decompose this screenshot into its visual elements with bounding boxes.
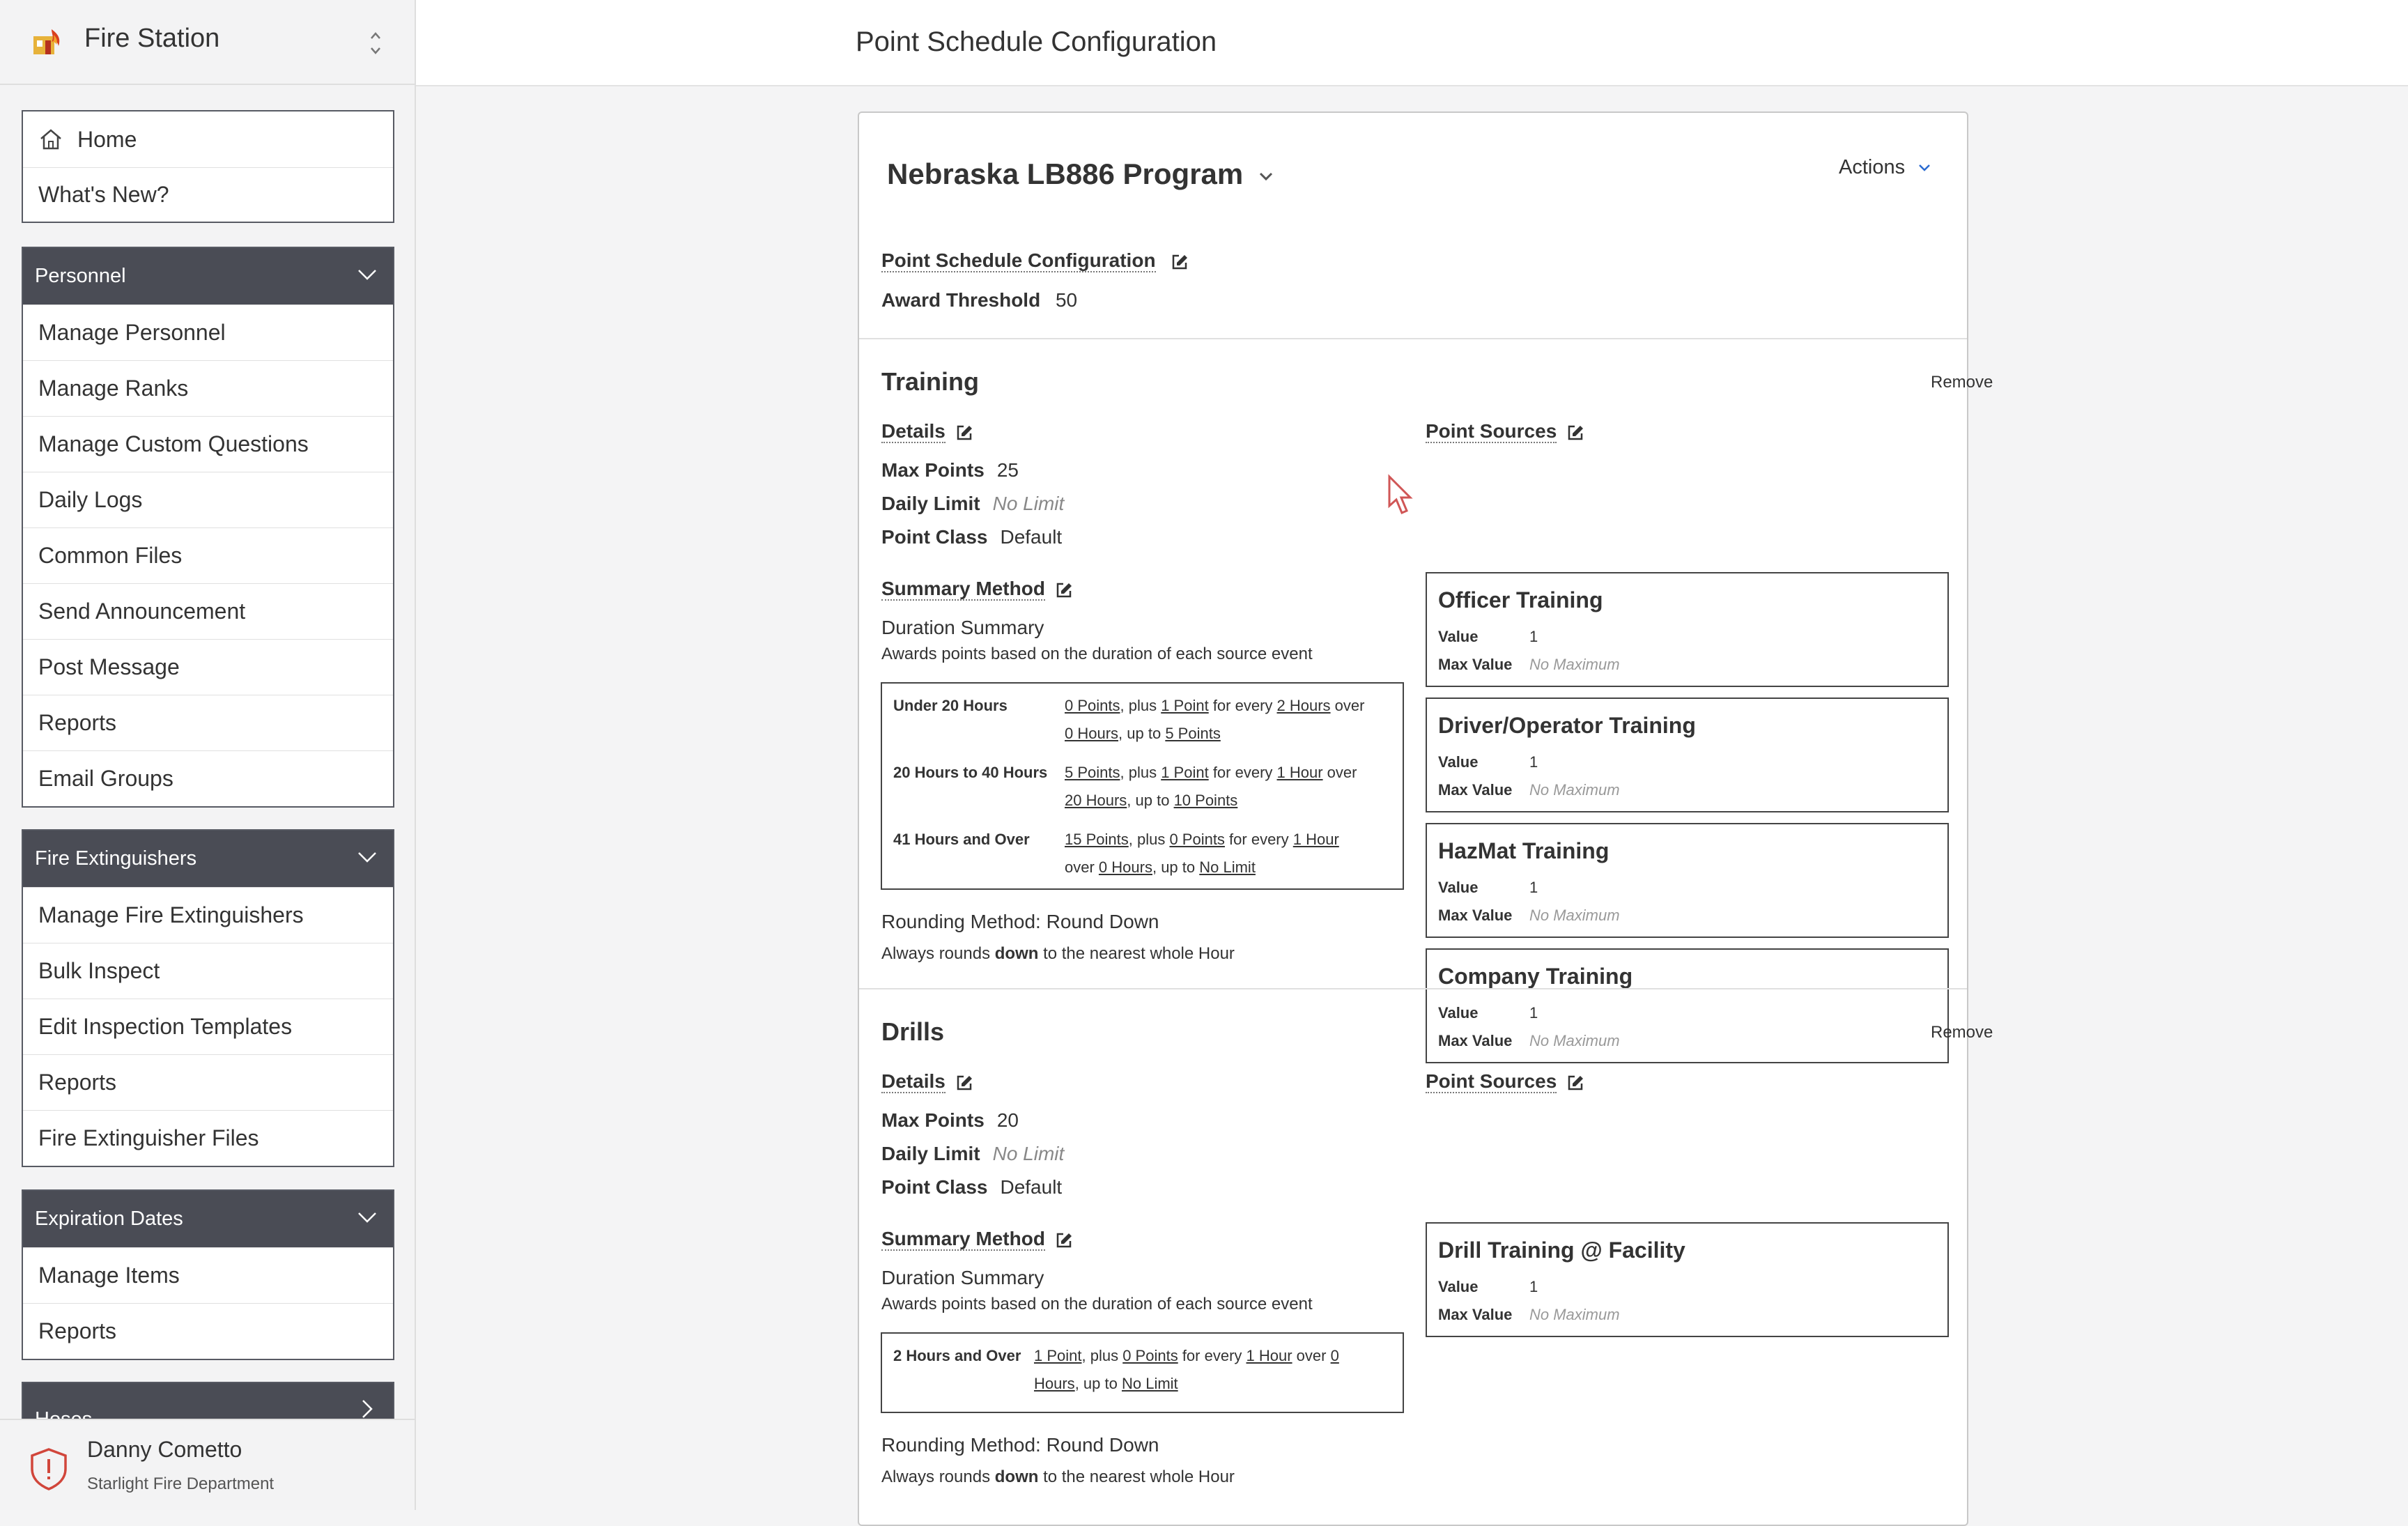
sidebar-item-label: Email Groups — [38, 766, 173, 791]
point-sources-heading — [1426, 420, 1584, 442]
sidebar-item-label: Send Announcement — [38, 599, 246, 624]
tier-value-link[interactable]: 1 Point — [1034, 1347, 1082, 1364]
tier-rule-line — [1065, 692, 1364, 720]
summary-method-link[interactable]: Summary Method — [881, 1228, 1045, 1249]
tier-value-link[interactable]: 0 Points — [1065, 697, 1120, 714]
section-header-label: Expiration Dates — [35, 1208, 183, 1230]
page-header — [416, 0, 2408, 86]
section-header-label: Fire Extinguishers — [35, 847, 197, 870]
detail-row — [881, 1176, 1062, 1199]
detail-row — [881, 526, 1062, 548]
summary-method-heading — [881, 1228, 1073, 1250]
tier-text: for every — [1208, 764, 1277, 781]
rounding-desc-bold: down — [994, 1467, 1039, 1486]
sidebar-item-personnel-3[interactable] — [23, 472, 393, 527]
point-source-name: Driver/Operator Training — [1438, 713, 1696, 738]
tier-text: for every — [1208, 697, 1277, 714]
sidebar-item-label: Manage Personnel — [38, 320, 226, 345]
value-label: Value — [1438, 879, 1479, 896]
tier-text: , plus — [1120, 764, 1161, 781]
detail-value: No Limit — [992, 1143, 1065, 1164]
rounding-desc-post: to the nearest whole Hour — [1038, 944, 1235, 963]
fire-extinguishers-section — [22, 829, 394, 1167]
max-value-label: Max Value — [1438, 656, 1513, 673]
edit-icon[interactable] — [1171, 253, 1189, 271]
tier-value-link[interactable]: 1 Hour — [1276, 764, 1323, 781]
tier-rule-line — [1065, 826, 1339, 854]
value-label: Value — [1438, 1278, 1479, 1295]
point-source-card[interactable] — [1426, 948, 1949, 1063]
point-sources-link[interactable]: Point Sources — [1426, 420, 1557, 442]
hoses-section — [22, 1382, 394, 1419]
chevron-down-icon — [357, 850, 378, 864]
rounding-desc-post: to the nearest whole Hour — [1038, 1467, 1235, 1486]
tier-value-link[interactable]: 10 Points — [1173, 792, 1238, 809]
tier-value-link[interactable]: 2 Hours — [1276, 697, 1331, 714]
detail-label: Max Points — [881, 1109, 985, 1131]
tier-rule-line — [1065, 720, 1221, 748]
sidebar-item-extinguishers-4[interactable] — [23, 1110, 393, 1166]
detail-value: 25 — [996, 459, 1019, 481]
tier-text: over — [1065, 858, 1099, 876]
expiration-dates-section-header[interactable] — [23, 1191, 393, 1247]
personnel-section — [22, 247, 394, 808]
detail-label: Daily Limit — [881, 1143, 980, 1164]
point-source-name: Officer Training — [1438, 587, 1603, 612]
sidebar-item-personnel-0[interactable] — [23, 305, 393, 360]
sidebar-item-label: Daily Logs — [38, 487, 143, 512]
main-nav — [22, 110, 394, 223]
details-link[interactable]: Details — [881, 420, 946, 442]
value-label: Value — [1438, 753, 1479, 771]
tier-value-link[interactable]: 15 Points — [1065, 831, 1129, 848]
max-value-label: Max Value — [1438, 1306, 1513, 1323]
rounding-desc-pre: Always rounds — [881, 944, 995, 963]
tier-value-link[interactable]: 1 Hour — [1246, 1347, 1292, 1364]
details-link[interactable]: Details — [881, 1070, 946, 1092]
max-value-label: Max Value — [1438, 1032, 1513, 1049]
detail-value: Default — [1000, 526, 1063, 548]
tier-text: for every — [1224, 831, 1293, 848]
detail-label: Daily Limit — [881, 493, 980, 514]
summary-tiers-table — [881, 1332, 1404, 1413]
point-source-card[interactable] — [1426, 823, 1949, 938]
tier-value-link[interactable]: 0 — [1330, 1347, 1339, 1364]
tier-label: 20 Hours to 40 Hours — [893, 764, 1048, 781]
tier-value-link[interactable]: 5 Points — [1065, 764, 1120, 781]
detail-row — [881, 493, 1064, 515]
personnel-section-header[interactable] — [23, 248, 393, 305]
point-source-max-value: No Maximum — [1529, 1306, 1620, 1323]
point-source-card[interactable] — [1426, 1222, 1949, 1337]
point-source-value: 1 — [1529, 879, 1538, 896]
sidebar-item-label: Post Message — [38, 654, 180, 679]
award-threshold-label: Award Threshold — [881, 289, 1041, 311]
sidebar-item-home[interactable] — [23, 111, 393, 167]
edit-icon[interactable] — [955, 1074, 973, 1092]
point-source-max-value: No Maximum — [1529, 1032, 1620, 1049]
sidebar-item-personnel-6[interactable] — [23, 639, 393, 695]
sidebar-item-label: Reports — [38, 710, 117, 735]
rounding-desc-bold: down — [994, 944, 1039, 963]
tier-value-link[interactable]: 5 Points — [1165, 725, 1221, 742]
point-source-card[interactable] — [1426, 572, 1949, 687]
point-schedule-config-heading — [881, 249, 1189, 272]
tier-text: over — [1322, 764, 1357, 781]
tier-value-link[interactable]: 1 Hour — [1292, 831, 1339, 848]
tier-text: , up to — [1127, 792, 1174, 809]
sidebar-item-label: Bulk Inspect — [38, 958, 160, 983]
sidebar-item-extinguishers-2[interactable] — [23, 999, 393, 1054]
chevron-down-icon — [1258, 171, 1274, 182]
point-source-name: Drill Training @ Facility — [1438, 1238, 1685, 1263]
tier-rule-line — [1065, 854, 1256, 881]
detail-value: Default — [1000, 1176, 1063, 1198]
sidebar-item-expiration-0[interactable] — [23, 1247, 393, 1303]
tier-label: Under 20 Hours — [893, 697, 1008, 714]
tier-text: , up to — [1074, 1375, 1122, 1392]
sidebar-item-expiration-1[interactable] — [23, 1303, 393, 1359]
sidebar-item-label: Reports — [38, 1318, 117, 1343]
tier-rule-line — [1034, 1342, 1339, 1370]
tier-value-link[interactable]: No Limit — [1121, 1375, 1178, 1392]
sidebar-item-label: Manage Items — [38, 1263, 180, 1288]
tier-rule-line — [1065, 759, 1357, 787]
sidebar-item-personnel-5[interactable] — [23, 583, 393, 639]
chevron-right-icon — [357, 1398, 378, 1419]
detail-row — [881, 1109, 1019, 1132]
point-source-value: 1 — [1529, 753, 1538, 771]
point-source-name: HazMat Training — [1438, 838, 1610, 863]
edit-icon[interactable] — [1055, 1231, 1073, 1249]
sidebar-item-label: Edit Inspection Templates — [38, 1014, 293, 1039]
tier-value-link[interactable]: 20 Hours — [1065, 792, 1127, 809]
sidebar-item-label: Manage Ranks — [38, 376, 189, 401]
remove-button[interactable]: Remove — [1931, 373, 1993, 392]
sidebar-item-extinguishers-1[interactable] — [23, 943, 393, 999]
detail-label: Point Class — [881, 526, 988, 548]
sidebar-item-label: Common Files — [38, 543, 183, 568]
edit-icon[interactable] — [1566, 424, 1584, 442]
user-name: Danny Cometto — [87, 1437, 242, 1462]
summary-description: Awards points based on the duration of each source event — [881, 645, 1313, 663]
point-source-max-value: No Maximum — [1529, 781, 1620, 799]
rounding-method: Rounding Method: Round Down — [881, 1434, 1159, 1456]
rounding-method: Rounding Method: Round Down — [881, 911, 1159, 932]
point-source-value: 1 — [1529, 628, 1538, 645]
expiration-dates-section — [22, 1189, 394, 1360]
point-source-card[interactable] — [1426, 698, 1949, 812]
actions-dropdown[interactable] — [1839, 156, 1931, 179]
tier-text: , up to — [1118, 725, 1166, 742]
user-profile[interactable] — [0, 1419, 415, 1510]
point-schedule-config-link[interactable]: Point Schedule Configuration — [881, 249, 1156, 271]
point-source-value: 1 — [1529, 1278, 1538, 1295]
section-title: Training — [881, 367, 980, 396]
tier-text: , up to — [1152, 858, 1200, 876]
tier-value-link[interactable]: Hours — [1034, 1375, 1075, 1392]
point-sources-link[interactable]: Point Sources — [1426, 1070, 1557, 1092]
point-sources-heading — [1426, 1070, 1584, 1093]
app-name: Fire Station — [84, 24, 220, 53]
point-source-max-value: No Maximum — [1529, 907, 1620, 924]
sidebar-item-whats-new[interactable] — [23, 167, 393, 222]
sidebar-item-label: Reports — [38, 1070, 117, 1095]
details-heading — [881, 1070, 973, 1093]
remove-button[interactable]: Remove — [1931, 1023, 1993, 1042]
app-switcher[interactable] — [0, 0, 415, 85]
tier-rule-line — [1065, 787, 1237, 815]
sidebar-item-personnel-8[interactable] — [23, 750, 393, 806]
tier-text: over — [1330, 697, 1365, 714]
fire-station-logo-icon — [31, 25, 64, 59]
sidebar-item-label: Manage Fire Extinguishers — [38, 902, 304, 927]
max-value-label: Max Value — [1438, 781, 1513, 799]
award-threshold-value: 50 — [1055, 289, 1078, 311]
home-icon — [38, 127, 63, 152]
tier-text: , plus — [1120, 697, 1161, 714]
edit-icon[interactable] — [1055, 581, 1073, 599]
fire-extinguishers-section-header[interactable] — [23, 831, 393, 887]
tier-text: over — [1292, 1347, 1331, 1364]
rounding-desc-pre: Always rounds — [881, 1467, 995, 1486]
value-label: Value — [1438, 1004, 1479, 1022]
tier-text: for every — [1178, 1347, 1247, 1364]
program-name: Nebraska LB886 Program — [887, 157, 1244, 190]
sidebar-item-label: Fire Extinguisher Files — [38, 1125, 259, 1150]
detail-label: Max Points — [881, 459, 985, 481]
sidebar-item-personnel-2[interactable] — [23, 416, 393, 472]
detail-value: No Limit — [992, 493, 1065, 514]
sidebar-item-label: Manage Custom Questions — [38, 431, 309, 456]
detail-value: 20 — [996, 1109, 1019, 1131]
tier-text: , plus — [1128, 831, 1170, 848]
summary-name: Duration Summary — [881, 1267, 1044, 1288]
tier-value-link[interactable]: 1 Point — [1161, 764, 1209, 781]
shield-alert-icon — [29, 1447, 68, 1491]
chevron-down-icon — [357, 1210, 378, 1224]
section-header-label: Personnel — [35, 265, 126, 287]
summary-method-heading — [881, 578, 1073, 600]
tier-rule-line — [1034, 1370, 1178, 1398]
rounding-description — [881, 944, 1235, 964]
sidebar-item-personnel-4[interactable] — [23, 527, 393, 583]
point-source-name: Company Training — [1438, 964, 1633, 989]
chevron-down-icon — [1917, 163, 1931, 173]
divider — [859, 988, 1967, 989]
chevron-up-down-icon[interactable] — [368, 28, 383, 59]
sidebar — [0, 0, 416, 1510]
divider — [859, 338, 1967, 339]
actions-label: Actions — [1839, 156, 1906, 178]
tier-value-link[interactable]: No Limit — [1199, 858, 1256, 876]
max-value-label: Max Value — [1438, 907, 1513, 924]
edit-icon[interactable] — [955, 424, 973, 442]
section-title: Drills — [881, 1017, 945, 1046]
detail-label: Point Class — [881, 1176, 988, 1198]
tier-label: 2 Hours and Over — [893, 1347, 1021, 1364]
sidebar-item-label: What's New? — [38, 182, 169, 207]
detail-row — [881, 1143, 1064, 1165]
details-heading — [881, 420, 973, 442]
summary-name: Duration Summary — [881, 617, 1044, 638]
value-label: Value — [1438, 628, 1479, 645]
tier-text: , plus — [1081, 1347, 1123, 1364]
user-department: Starlight Fire Department — [87, 1474, 275, 1493]
tier-label: 41 Hours and Over — [893, 831, 1030, 848]
tier-value-link[interactable]: 1 Point — [1161, 697, 1209, 714]
summary-tiers-table — [881, 682, 1404, 890]
tier-value-link[interactable]: 0 Hours — [1098, 858, 1152, 876]
award-threshold — [881, 289, 1077, 311]
summary-description: Awards points based on the duration of each source event — [881, 1295, 1313, 1313]
tier-value-link[interactable]: 0 Points — [1122, 1347, 1178, 1364]
edit-icon[interactable] — [1566, 1074, 1584, 1092]
sidebar-item-personnel-7[interactable] — [23, 695, 393, 750]
detail-row — [881, 459, 1019, 481]
point-source-max-value: No Maximum — [1529, 656, 1620, 673]
tier-value-link[interactable]: 0 Hours — [1065, 725, 1119, 742]
sidebar-item-personnel-1[interactable] — [23, 360, 393, 416]
chevron-down-icon — [357, 268, 378, 282]
program-card — [858, 111, 1993, 1526]
program-selector[interactable] — [887, 157, 1274, 191]
sidebar-item-extinguishers-3[interactable] — [23, 1054, 393, 1110]
point-source-value: 1 — [1529, 1004, 1538, 1022]
rounding-description — [881, 1467, 1235, 1487]
page-title: Point Schedule Configuration — [856, 26, 1217, 57]
tier-value-link[interactable]: 0 Points — [1169, 831, 1225, 848]
mouse-cursor-icon — [1387, 474, 1417, 518]
sidebar-item-extinguishers-0[interactable] — [23, 887, 393, 943]
summary-method-link[interactable]: Summary Method — [881, 578, 1045, 599]
sidebar-item-label: Home — [77, 126, 137, 152]
